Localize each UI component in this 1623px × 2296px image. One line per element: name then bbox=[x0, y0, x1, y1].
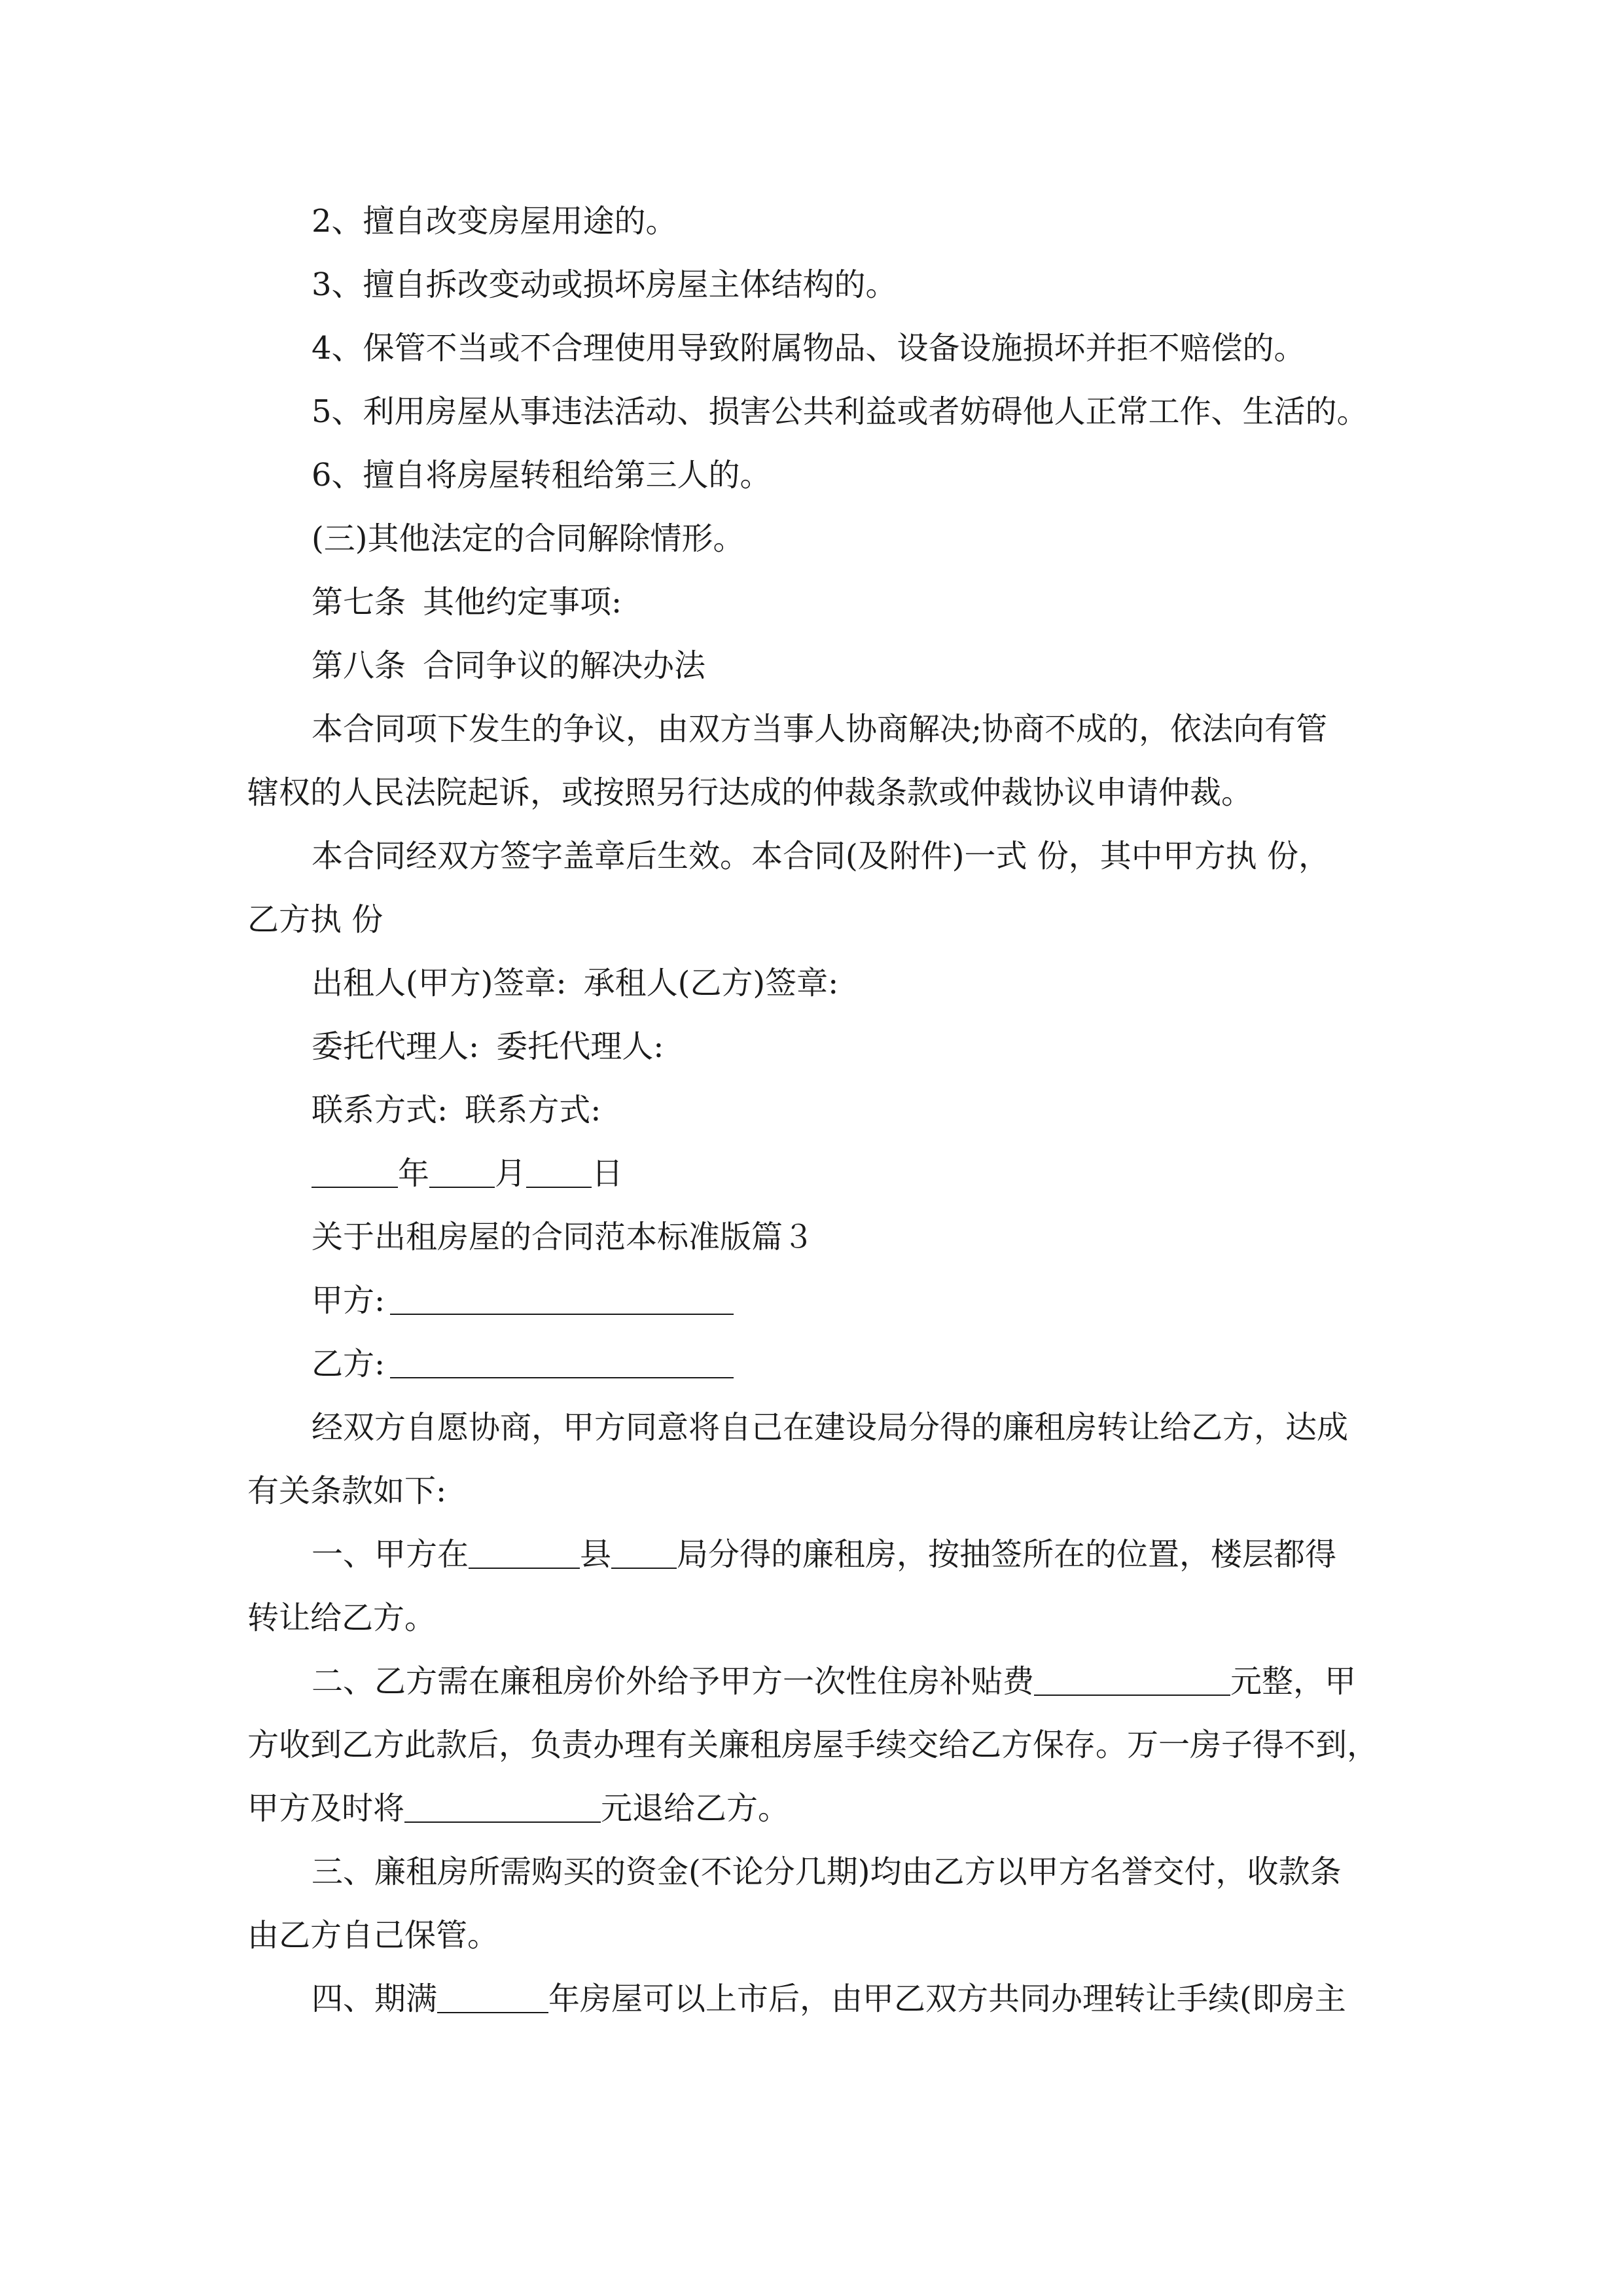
clause-text: 4、保管不当或不合理使用导致附属物品、设备设施损坏并拒不赔偿的。 bbox=[312, 330, 1306, 367]
article-number: 第七条 bbox=[312, 584, 406, 620]
paragraph-text: 本合同经双方签字盖章后生效。本合同(及附件)一式 份，其中甲方执 份， bbox=[312, 838, 1330, 874]
clause-line bbox=[247, 444, 1380, 507]
clause-line bbox=[247, 190, 1380, 253]
paragraph-line bbox=[247, 1904, 1380, 1967]
clause-text: 甲方及时将 bbox=[247, 1790, 405, 1827]
paragraph-text: 转让给乙方。 bbox=[247, 1600, 437, 1636]
paragraph-line bbox=[247, 1713, 1380, 1777]
paragraph-line bbox=[247, 1460, 1380, 1523]
paragraph-line bbox=[247, 1587, 1380, 1650]
date-line bbox=[247, 1142, 1380, 1206]
paragraph-line bbox=[247, 698, 1380, 761]
month-label: 月 bbox=[495, 1155, 527, 1192]
paragraph-text: 方收到乙方此款后，负责办理有关廉租房屋手续交给乙方保存。万一房子得不到， bbox=[247, 1727, 1379, 1763]
document-body bbox=[247, 190, 1380, 2031]
day-label: 日 bbox=[592, 1155, 624, 1192]
section-title: 关于出租房屋的合同范本标准版篇３ bbox=[312, 1219, 815, 1255]
party-a-label: 甲方: bbox=[312, 1282, 385, 1319]
contact-line bbox=[247, 1079, 1380, 1142]
clause-line bbox=[247, 380, 1380, 444]
article-8-heading bbox=[247, 634, 1380, 698]
clause-text: 3、擅自拆改变动或损坏房屋主体结构的。 bbox=[312, 266, 897, 303]
party-a-blank bbox=[390, 1287, 734, 1315]
clause-2-line bbox=[247, 1650, 1380, 1713]
clause-4-line bbox=[247, 1967, 1380, 2031]
subsidy-amount-blank bbox=[1034, 1668, 1230, 1696]
paragraph-line bbox=[247, 1777, 1380, 1840]
paragraph-text: 由乙方自己保管。 bbox=[247, 1917, 499, 1954]
lessee-signature-label: 承租人(乙方)签章: bbox=[583, 965, 839, 1001]
clause-text: 元退给乙方。 bbox=[601, 1790, 790, 1827]
party-a-line bbox=[247, 1269, 1380, 1333]
section-heading bbox=[247, 1206, 1380, 1269]
clause-text: (三)其他法定的合同解除情形。 bbox=[312, 520, 745, 557]
clause-text: 四、期满 bbox=[312, 1981, 438, 2017]
signature-line bbox=[247, 952, 1380, 1015]
article-number: 第八条 bbox=[312, 647, 406, 684]
clause-line bbox=[247, 253, 1380, 317]
paragraph-line bbox=[247, 888, 1380, 952]
contact-label: 联系方式: bbox=[312, 1092, 448, 1128]
paragraph-text: 辖权的人民法院起诉，或按照另行达成的仲裁条款或仲裁协议申请仲裁。 bbox=[247, 774, 1253, 811]
clause-text: 5、利用房屋从事违法活动、损害公共利益或者妨碍他人正常工作、生活的。 bbox=[312, 393, 1368, 430]
month-blank bbox=[429, 1160, 495, 1188]
day-blank bbox=[526, 1160, 592, 1188]
paragraph-text: 经双方自愿协商，甲方同意将自己在建设局分得的廉租房转让给乙方，达成 bbox=[312, 1409, 1349, 1446]
clause-text: 2、擅自改变房屋用途的。 bbox=[312, 203, 677, 240]
refund-amount-blank bbox=[404, 1795, 601, 1823]
clause-text: 6、擅自将房屋转租给第三人的。 bbox=[312, 457, 772, 493]
article-7-heading bbox=[247, 571, 1380, 634]
paragraph-text: 三、廉租房所需购买的资金(不论分几期)均由乙方以甲方名誉交付，收款条 bbox=[312, 1854, 1342, 1890]
year-label: 年 bbox=[398, 1155, 430, 1192]
article-title: 其他约定事项: bbox=[423, 584, 622, 620]
party-b-blank bbox=[390, 1351, 734, 1378]
paragraph-line bbox=[247, 1396, 1380, 1460]
clause-text: 县 bbox=[580, 1536, 612, 1573]
clause-text: 二、乙方需在廉租房价外给予甲方一次性住房补贴费 bbox=[312, 1663, 1035, 1700]
county-blank bbox=[469, 1541, 580, 1569]
clause-line bbox=[247, 507, 1380, 571]
paragraph-text: 乙方执 份 bbox=[247, 901, 383, 938]
article-title: 合同争议的解决办法 bbox=[423, 647, 706, 684]
clause-text: 元整，甲 bbox=[1230, 1663, 1357, 1700]
year-blank bbox=[312, 1160, 398, 1188]
clause-line bbox=[247, 317, 1380, 380]
agent-line bbox=[247, 1015, 1380, 1079]
clause-3-line bbox=[247, 1840, 1380, 1904]
years-blank bbox=[437, 1986, 548, 2013]
bureau-blank bbox=[611, 1541, 677, 1569]
clause-text: 年房屋可以上市后，由甲乙双方共同办理转让手续(即房主 bbox=[548, 1981, 1346, 2017]
clause-1-line bbox=[247, 1523, 1380, 1587]
paragraph-text: 本合同项下发生的争议，由双方当事人协商解决;协商不成的，依法向有管 bbox=[312, 711, 1328, 747]
party-b-label: 乙方: bbox=[312, 1346, 385, 1382]
paragraph-text: 有关条款如下: bbox=[247, 1473, 447, 1509]
agent-label: 委托代理人: bbox=[496, 1028, 664, 1065]
agent-label: 委托代理人: bbox=[312, 1028, 480, 1065]
clause-text: 局分得的廉租房，按抽签所在的位置，楼层都得 bbox=[677, 1536, 1337, 1573]
contact-label: 联系方式: bbox=[465, 1092, 601, 1128]
lessor-signature-label: 出租人(甲方)签章: bbox=[312, 965, 567, 1001]
paragraph-line bbox=[247, 761, 1380, 825]
clause-text: 一、甲方在 bbox=[312, 1536, 469, 1573]
party-b-line bbox=[247, 1333, 1380, 1396]
paragraph-line bbox=[247, 825, 1380, 888]
